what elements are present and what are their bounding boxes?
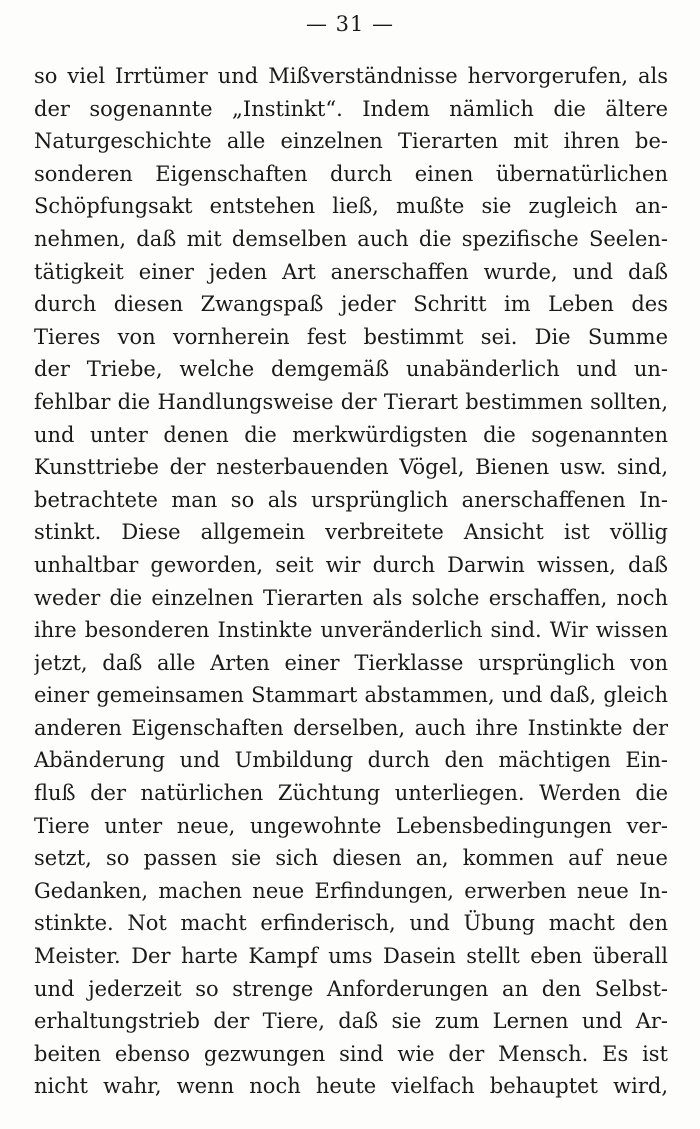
text-line: anderen Eigenschaften derselben, auch ihre Instinkte der bbox=[34, 715, 668, 740]
text-line: Tiere unter neue, ungewohnte Lebensbedingungen ver- bbox=[34, 813, 668, 838]
text-line: unhaltbar geworden, seit wir durch Darwin wissen, daß bbox=[34, 552, 668, 577]
text-line: einer gemeinsamen Stammart abstammen, und daß, gleich bbox=[34, 683, 668, 708]
text-line: Naturgeschichte alle einzelnen Tierarten mit ihren be- bbox=[34, 129, 668, 154]
body-text bbox=[34, 60, 668, 1103]
text-line: Abänderung und Umbildung durch den mächtigen Ein- bbox=[34, 748, 668, 773]
page-number: — 31 — bbox=[305, 12, 395, 36]
text-line: fluß der natürlichen Züchtung unterliegen. Werden die bbox=[34, 781, 668, 806]
text-line: Schöpfungsakt entstehen ließ, mußte sie zugleich an- bbox=[34, 194, 668, 219]
text-line: nehmen, daß mit demselben auch die spezifische Seelen- bbox=[34, 226, 668, 251]
text-line: tätigkeit einer jeden Art anerschaffen wurde, und daß bbox=[34, 259, 668, 284]
text-line: nicht wahr, wenn noch heute vielfach behauptet wird, bbox=[34, 1074, 668, 1099]
text-line: setzt, so passen sie sich diesen an, kommen auf neue bbox=[34, 846, 668, 871]
text-line: Gedanken, machen neue Erfindungen, erwerben neue In- bbox=[34, 878, 668, 903]
text-line: stinkt. Diese allgemein verbreitete Ansicht ist völlig bbox=[34, 520, 668, 545]
text-line: und jederzeit so strenge Anforderungen an den Selbst- bbox=[34, 976, 668, 1001]
text-line: Tieres von vornherein fest bestimmt sei. Die Summe bbox=[34, 324, 668, 349]
text-line: der Triebe, welche demgemäß unabänderlich und un- bbox=[34, 357, 668, 382]
text-line: so viel Irrtümer und Mißverständnisse hervorgerufen, als bbox=[34, 64, 668, 88]
text-line: und unter denen die merkwürdigsten die sogenannten bbox=[34, 422, 668, 447]
text-line: fehlbar die Handlungsweise der Tierart bestimmen sollten, bbox=[34, 389, 668, 414]
text-line: beiten ebenso gezwungen sind wie der Mensch. Es ist bbox=[34, 1041, 668, 1066]
text-line: weder die einzelnen Tierarten als solche erschaffen, noch bbox=[34, 585, 668, 610]
text-line: der sogenannte „Instinkt“. Indem nämlich die ältere bbox=[34, 96, 668, 121]
text-line: sonderen Eigenschaften durch einen übernatürlichen bbox=[34, 161, 668, 186]
text-line: stinkte. Not macht erfinderisch, und Übung macht den bbox=[34, 911, 668, 936]
text-line: Meister. Der harte Kampf ums Dasein stellt eben überall bbox=[34, 944, 668, 969]
text-line: ihre besonderen Instinkte unveränderlich sind. Wir wissen bbox=[34, 618, 668, 643]
text-line: durch diesen Zwangspaß jeder Schritt im Leben des bbox=[34, 292, 668, 317]
text-line: jetzt, daß alle Arten einer Tierklasse ursprünglich von bbox=[34, 650, 668, 675]
text-line: Kunsttriebe der nesterbauenden Vögel, Bienen usw. sind, bbox=[34, 455, 668, 480]
text-line: erhaltungstrieb der Tiere, daß sie zum Lernen und Ar- bbox=[34, 1009, 668, 1034]
text-line: betrachtete man so als ursprünglich anerschaffenen In- bbox=[34, 487, 668, 512]
